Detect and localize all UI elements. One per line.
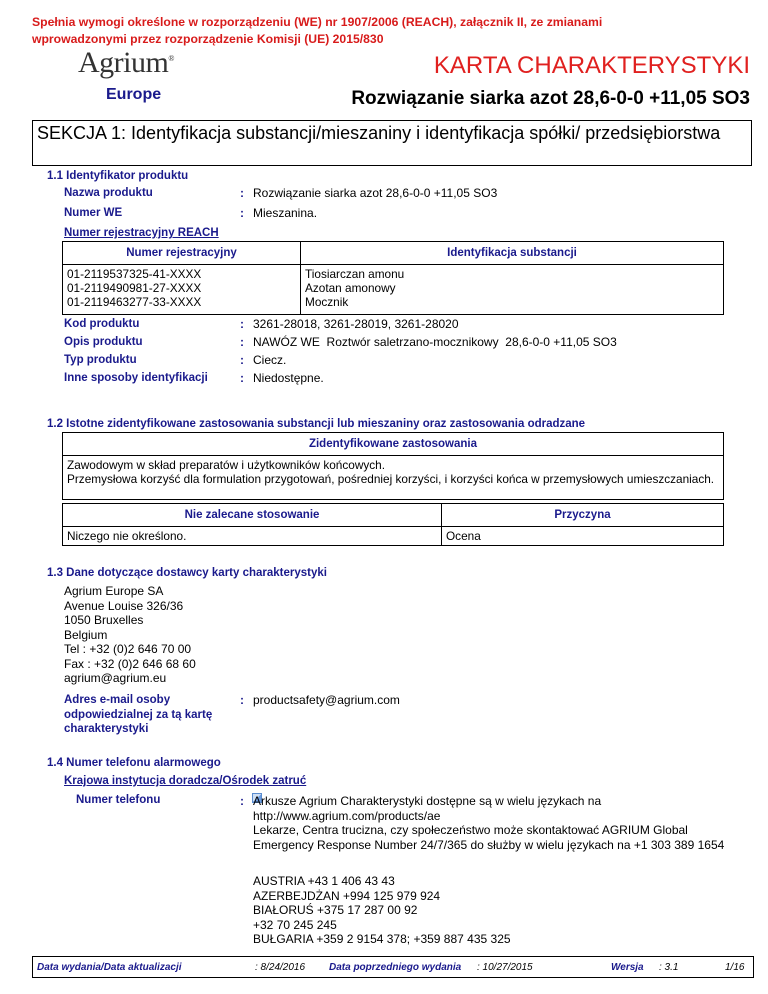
issue-date-value: : 8/24/2016 bbox=[255, 962, 306, 973]
colon: : bbox=[240, 317, 244, 331]
reason-header: Przyczyna bbox=[442, 504, 724, 527]
issue-date-label: Data wydania/Data aktualizacji bbox=[37, 962, 182, 973]
page-number: 1/16 bbox=[725, 962, 745, 973]
subsection-1-4-heading: 1.4 Numer telefonu alarmowego bbox=[47, 757, 221, 769]
other-identification-label: Inne sposoby identyfikacji bbox=[64, 372, 208, 384]
product-name-value: Rozwiązanie siarka azot 28,6-0-0 +11,05 SO3 bbox=[253, 186, 498, 200]
col-registration-number: Numer rejestracyjny bbox=[63, 242, 301, 265]
agrium-logo: Agrium® Europe bbox=[78, 46, 174, 103]
colon: : bbox=[240, 353, 244, 367]
product-type-value: Ciecz. bbox=[253, 353, 287, 367]
version-value: : 3.1 bbox=[659, 962, 679, 973]
reason-value: Ocena bbox=[442, 527, 724, 546]
reach-number-label: Numer rejestracyjny REACH bbox=[64, 227, 219, 239]
other-identification-value: Niedostępne. bbox=[253, 371, 324, 385]
poison-centre-heading: Krajowa instytucja doradcza/Ośrodek zatruć bbox=[64, 775, 307, 787]
phone-number-label: Numer telefonu bbox=[76, 794, 161, 806]
previous-issue-label: Data poprzedniego wydania bbox=[329, 962, 462, 973]
logo-text: Agrium bbox=[78, 46, 169, 79]
subsection-1-1-heading: 1.1 Identyfikator produktu bbox=[47, 170, 189, 182]
identified-uses-header: Zidentyfikowane zastosowania bbox=[63, 433, 724, 456]
identified-uses-text: Zawodowym w skład preparatów i użytkowników końcowych. Przemysłowa korzyść dla formulation przygotowań, pośredniej korzyści, i korzyści końca w przemysłowych umieszczaniach. bbox=[63, 456, 724, 500]
section-1-heading: SEKCJA 1: Identyfikacja substancji/mieszaniny i identyfikacja spółki/ przedsiębiorstwa bbox=[32, 120, 752, 166]
we-number-value: Mieszanina. bbox=[253, 206, 318, 220]
product-description-value: NAWÓZ WE Roztwór saletrzano-mocznikowy 28,6-0-0 +11,05 SO3 bbox=[253, 335, 617, 349]
uses-not-recommended-table bbox=[62, 503, 724, 546]
regulatory-notice: Spełnia wymogi określone w rozporządzeniu (WE) nr 1907/2006 (REACH), załącznik II, ze zmianami wprowadzonymi przez rozporządzenie Komisji (UE) 2015/830 bbox=[32, 15, 603, 46]
reach-registration-table bbox=[62, 241, 724, 315]
contact-email-value[interactable]: productsafety@agrium.com bbox=[253, 693, 400, 707]
colon: : bbox=[240, 335, 244, 349]
emergency-phone-text: Arkusze Agrium Charakterystyki dostępne są w wielu językach na http://www.agrium.com/products/ae Lekarze, Centra trucizna, czy społeczeństwo może skontaktować AGRIUM Global Emergency Response Number 24/7/365 do służby w wielu językach na +1 303 389 1654 bbox=[253, 794, 725, 852]
previous-issue-value: : 10/27/2015 bbox=[477, 962, 533, 973]
colon: : bbox=[240, 693, 244, 707]
substances-cell: Tiosiarczan amonu Azotan amonowy Mocznik bbox=[301, 265, 724, 315]
we-number-label: Numer WE bbox=[64, 207, 123, 219]
colon: : bbox=[240, 794, 244, 808]
contact-email-label: Adres e-mail osoby odpowiedzialnej za tą kartę charakterystyki bbox=[64, 694, 213, 735]
col-substance-identification: Identyfikacja substancji bbox=[301, 242, 724, 265]
product-type-label: Typ produktu bbox=[64, 354, 137, 366]
registration-numbers-cell: 01-2119537325-41-XXXX 01-2119490981-27-XXXX 01-2119463277-33-XXXX bbox=[63, 265, 301, 315]
version-label: Wersja bbox=[611, 962, 644, 973]
colon: : bbox=[240, 206, 244, 220]
document-title: KARTA CHARAKTERYSTYKI bbox=[433, 52, 750, 79]
logo-region: Europe bbox=[106, 86, 162, 103]
not-recommended-header: Nie zalecane stosowanie bbox=[63, 504, 442, 527]
product-code-label: Kod produktu bbox=[64, 318, 140, 330]
product-code-value: 3261-28018, 3261-28019, 3261-28020 bbox=[253, 317, 459, 331]
product-description-label: Opis produktu bbox=[64, 336, 143, 348]
supplier-address: Agrium Europe SA Avenue Louise 326/36 1050 Bruxelles Belgium Tel : +32 (0)2 646 70 00 Fax : +32 (0)2 646 68 60 agrium@agrium.eu bbox=[64, 584, 196, 685]
subsection-1-3-heading: 1.3 Dane dotyczące dostawcy karty charakterystyki bbox=[47, 567, 327, 579]
subsection-1-2-heading: 1.2 Istotne zidentyfikowane zastosowania substancji lub mieszaniny oraz zastosowania odradzane bbox=[47, 418, 586, 430]
colon: : bbox=[240, 186, 244, 200]
identified-uses-table bbox=[62, 432, 724, 500]
not-recommended-value: Niczego nie określono. bbox=[63, 527, 442, 546]
page-footer bbox=[32, 956, 754, 978]
emergency-phone-list: AUSTRIA +43 1 406 43 43 AZERBEJDŻAN +994 125 979 924 BIAŁORUŚ +375 17 287 00 92 +32 70 245 245 BUŁGARIA +359 2 9154 378; +359 887 435 325 bbox=[253, 874, 511, 946]
colon: : bbox=[240, 371, 244, 385]
product-name-label: Nazwa produktu bbox=[64, 187, 153, 199]
product-title: Rozwiązanie siarka azot 28,6-0-0 +11,05 SO3 bbox=[351, 88, 750, 109]
